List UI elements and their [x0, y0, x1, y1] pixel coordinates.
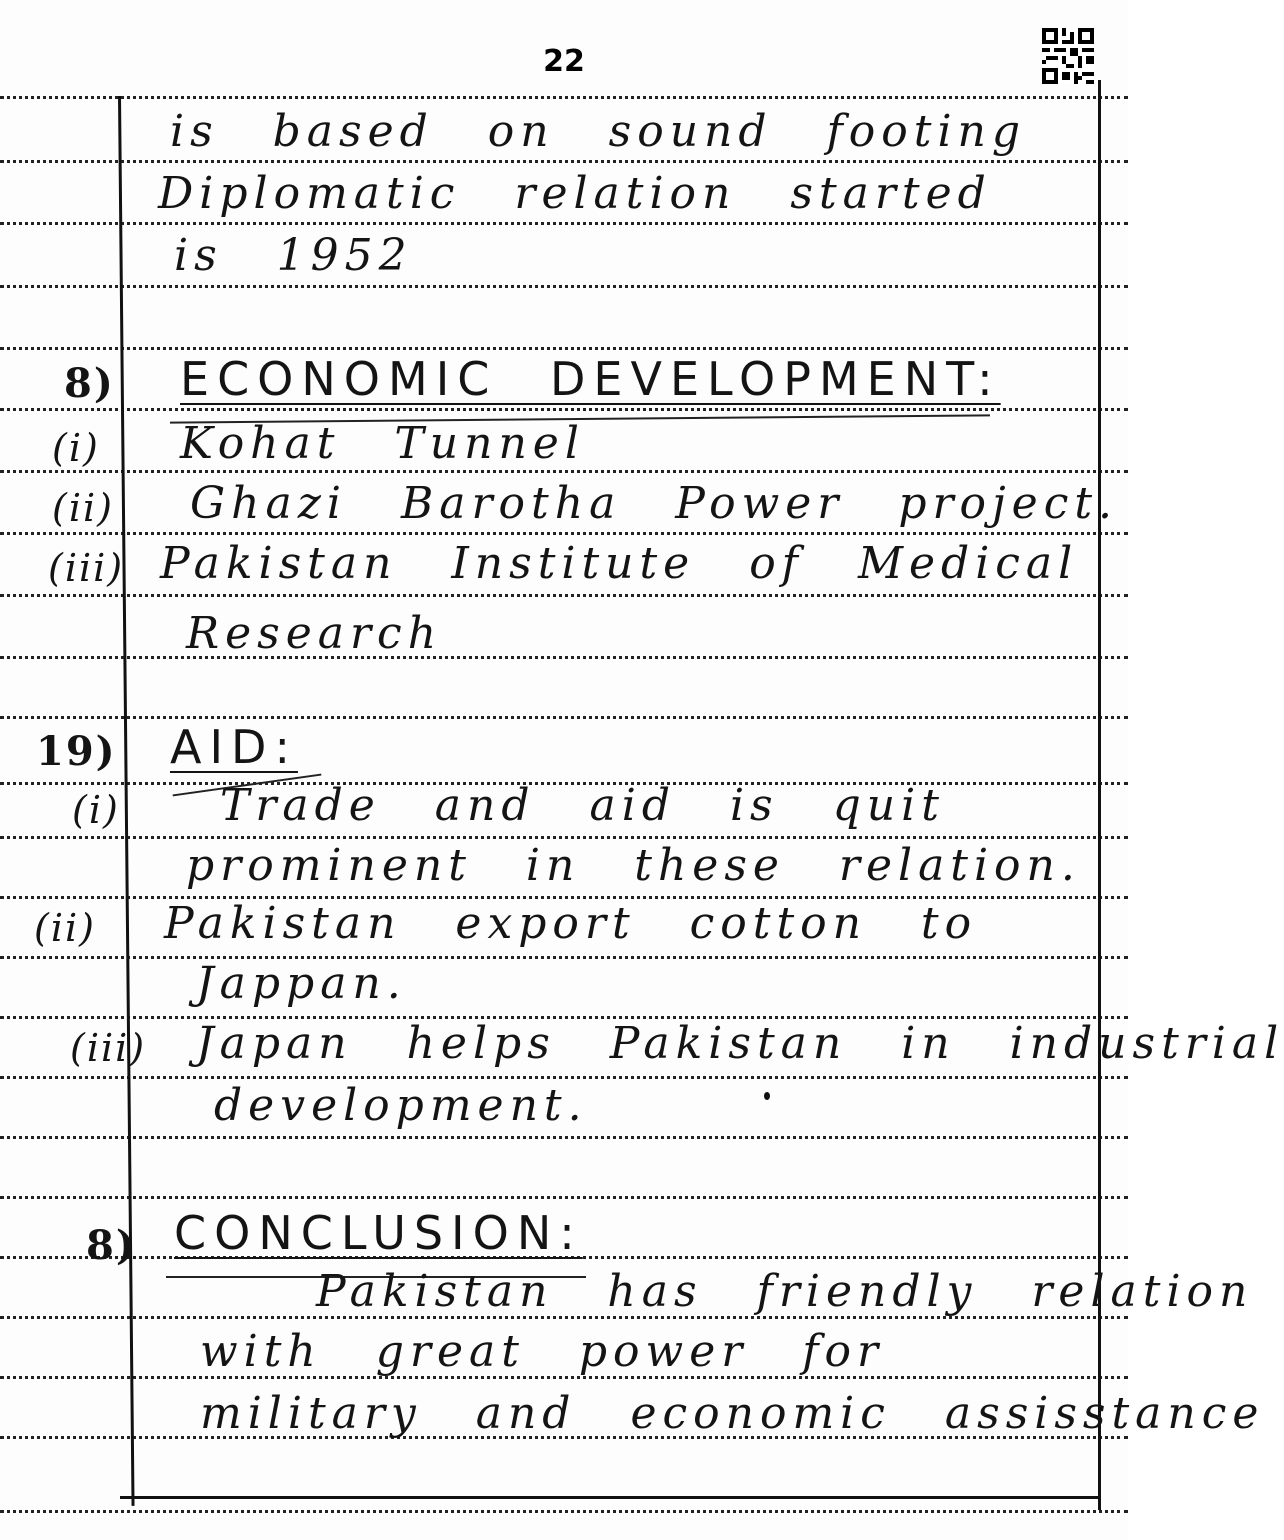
text-line: is 1952	[174, 230, 413, 281]
item-marker: (i)	[72, 788, 120, 832]
text-line: Diplomatic relation started	[158, 168, 992, 219]
list-item: Research	[186, 608, 443, 659]
item-marker: (ii)	[52, 486, 114, 530]
ruled-line	[0, 408, 1128, 411]
item-marker: (iii)	[48, 546, 125, 590]
list-item: Japan helps Pakistan in industrial	[196, 1018, 1284, 1069]
list-item: Jappan.	[196, 958, 407, 1009]
ruled-line	[0, 836, 1128, 839]
ruled-line	[0, 222, 1128, 225]
section-heading: AID:	[170, 720, 298, 774]
list-item: with great power for	[200, 1326, 885, 1377]
item-marker: (ii)	[34, 906, 96, 950]
section-marker: 19)	[36, 728, 117, 775]
item-marker: (i)	[52, 426, 100, 470]
ruled-line	[0, 1076, 1128, 1079]
section-marker: 8)	[64, 360, 115, 407]
list-item: Pakistan export cotton to	[164, 898, 978, 949]
ruled-line	[0, 532, 1128, 535]
ruled-line	[0, 1196, 1128, 1199]
margin-line	[118, 96, 135, 1506]
section-heading: ECONOMIC DEVELOPMENT:	[180, 352, 1001, 406]
ruled-line	[0, 1136, 1128, 1139]
ruled-line	[0, 470, 1128, 473]
ruled-line	[0, 285, 1128, 288]
item-marker: (iii)	[70, 1026, 147, 1070]
ruled-line	[0, 347, 1128, 350]
list-item: Trade and aid is quit	[220, 780, 945, 831]
section-heading: CONCLUSION:	[174, 1206, 583, 1260]
list-item: Pakistan has friendly relation	[316, 1266, 1254, 1317]
text-line: is based on sound footing	[170, 106, 1027, 157]
page-number: 22	[543, 44, 585, 79]
list-item: military and economic assisstance	[200, 1388, 1265, 1439]
ruled-line	[0, 716, 1128, 719]
ink-dot	[764, 1092, 770, 1100]
ruled-line	[0, 656, 1128, 659]
list-item: development.	[214, 1080, 588, 1131]
section-marker: 8)	[86, 1222, 137, 1269]
list-item: Pakistan Institute of Medical	[160, 538, 1079, 589]
list-item: prominent in these relation.	[186, 840, 1081, 891]
qr-code-icon	[1042, 28, 1094, 84]
ruled-line	[0, 160, 1128, 163]
ruled-line	[0, 956, 1128, 959]
ruled-line	[0, 96, 1128, 99]
ruled-line	[0, 1510, 1128, 1513]
list-item: Kohat Tunnel	[180, 418, 585, 469]
ruled-line	[0, 594, 1128, 597]
list-item: Ghazi Barotha Power project.	[190, 478, 1119, 529]
bottom-border-line	[120, 1496, 1100, 1499]
